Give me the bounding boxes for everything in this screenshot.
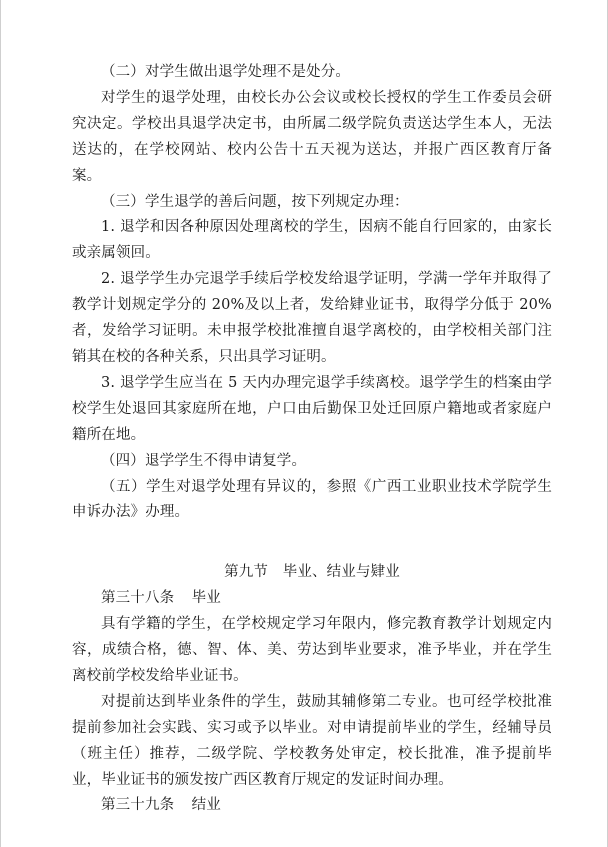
paragraph-item-5: （五）学生对退学处理有异议的，参照《广西工业职业技术学院学生申诉办法》办理。 [72, 478, 552, 521]
paragraph-item-3-heading: （三）学生退学的善后问题，按下列规定办理： [101, 193, 409, 210]
article-39-heading [72, 793, 552, 819]
paragraph-rule-3: 3. 退学学生应当在 5 天内办理完退学手续离校。退学学生的档案由学校学生处退回其家庭所在地，户口由后勤保卫处迁回原户籍地或者家庭户籍所在地。 [72, 374, 552, 443]
paragraph-dropout-decision: 对学生的退学处理，由校长办公会议或校长授权的学生工作委员会研究决定。学校出具退学决定书，由所属二级学院负责送达学生本人，无法送达的，在学校网站、校内公告十五天视为送达，并报广西区教育厅备案。 [72, 89, 552, 184]
article-39-title: 结业 [191, 797, 221, 814]
paragraph-item-2-heading: （二）对学生做出退学处理不是处分。 [101, 64, 351, 80]
document-body [72, 60, 552, 819]
article-38-label: 第三十八条 [101, 590, 175, 607]
paragraph-item-4: （四）退学学生不得申请复学。 [101, 452, 307, 469]
paragraph-rule-2: 2. 退学学生办完退学手续后学校发给退学证明，学满一学年并取得了教学计划规定学分的 20%及以上者，发给肄业证书，取得学分低于 20%者，发给学习证明。未申报学校批准擅自退学离校的，由学校相关部门注销其在校的各种关系，只出具学习证明。 [72, 271, 552, 365]
article-39-label: 第三十九条 [101, 797, 175, 814]
paragraph-graduation: 具有学籍的学生，在学校规定学习年限内，修完教育教学计划规定内容，成绩合格，德、智、体、美、劳达到毕业要求，准予毕业，并在学生离校前学校发给毕业证书。 [72, 616, 552, 684]
section-title: 第九节 毕业、结业与肄业 [224, 564, 400, 581]
article-38-title: 毕业 [191, 590, 221, 607]
paragraph-rule-1: 1. 退学和因各种原因处理离校的学生，因病不能自行回家的，由家长或亲属领回。 [72, 219, 552, 262]
article-38-heading [72, 586, 552, 612]
paragraph-early-graduation: 对提前达到毕业条件的学生，鼓励其辅修第二专业。也可经学校批准提前参加社会实践、实习或予以毕业。对申请提前毕业的学生，经辅导员（班主任）推荐，二级学院、学校教务处审定，校长批准，准予提前毕业，毕业证书的颁发按广西区教育厅规定的发证时间办理。 [72, 693, 552, 788]
